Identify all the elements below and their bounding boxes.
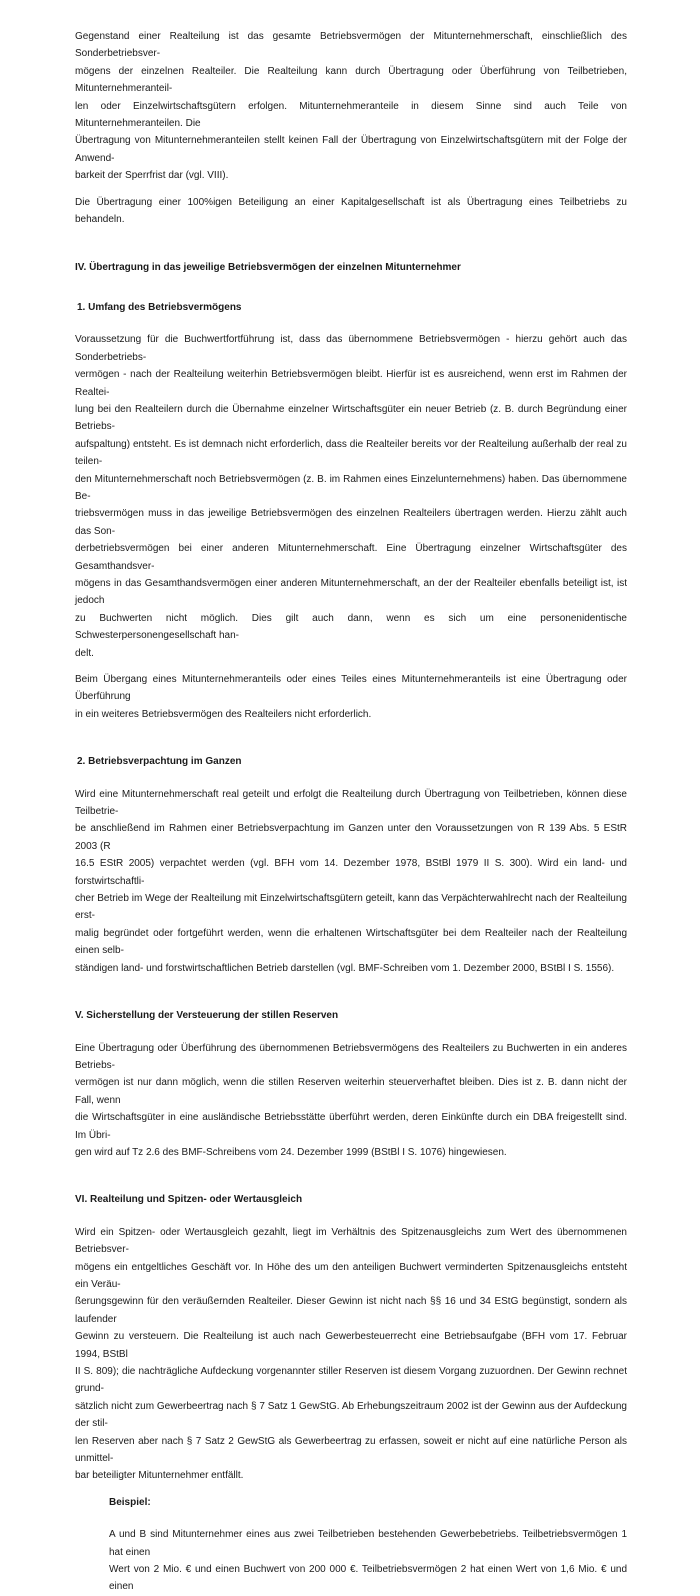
example-label: Beispiel: [109, 1496, 151, 1508]
text-line: aufspaltung) entsteht. Es ist demnach nicht erforderlich, dass die Realteiler bereits vor der Realteilung außerhalb der real zu teilen- [75, 438, 627, 468]
text-line: len Reserven aber nach § 7 Satz 2 GewStG als Gewerbeertrag zu erfassen, soweit er nicht auf eine natürliche Person als unmittel- [75, 1435, 627, 1465]
text-line: be anschließend im Rahmen einer Betriebsverpachtung im Ganzen unter den Voraussetzungen von R 139 Abs. 5 EStR 2003 (R [75, 823, 627, 852]
example-paragraph [109, 1526, 627, 1596]
text-line: mögens ein entgeltliches Geschäft vor. In Höhe des um den anteiligen Buchwert verminderten Spitzenausgleichs entsteht ein Veräu- [75, 1261, 627, 1290]
text-line: mögens in das Gesamthandsvermögen einer anderen Mitunternehmerschaft, an der der Realteiler ebenfalls beteiligt ist, ist jedoch [75, 577, 627, 607]
text-line: Gewinn zu versteuern. Die Realteilung ist auch nach Gewerbesteuerrecht eine Betriebsaufgabe (BFH vom 17. Februar 1994, BStBl [75, 1331, 627, 1360]
text-line: Wird ein Spitzen- oder Wertausgleich gezahlt, liegt im Verhältnis des Spitzenausgleichs zum Wert des übernommenen Betriebsver- [75, 1226, 627, 1256]
text-line: gen wird auf Tz 2.6 des BMF-Schreibens vom 24. Dezember 1999 (BStBl I S. 1076) hingewiesen. [75, 1146, 507, 1158]
text-line: Übertragung von Mitunternehmeranteilen stellt keinen Fall der Übertragung von Einzelwirtschaftsgütern mit der Folge der Anwend- [75, 135, 627, 164]
section-vi-heading: VI. Realteilung und Spitzen- oder Wertausgleich [75, 1194, 303, 1206]
text-line: lung bei den Realteilern durch die Übernahme einzelner Wirtschaftsgüter ein neuer Betrieb (z. B. durch Begründung einer Betriebs- [75, 403, 627, 433]
text-line: triebsvermögen muss in das jeweilige Betriebsvermögen des einzelnen Realteilers übertragen werden. Hierzu zählt auch das Son- [75, 508, 627, 537]
section-vi-paragraph-1 [75, 1224, 627, 1485]
text-line: in ein weiteres Betriebsvermögen des Realteilers nicht erforderlich. [75, 708, 372, 720]
document-page [75, 28, 627, 1596]
section-iv-1-heading: 1. Umfang des Betriebsvermögens [77, 301, 242, 313]
text-line: mögens der einzelnen Realteiler. Die Realteilung kann durch Übertragung oder Überführung von Teilbetrieben, Mitunternehmeranteil- [75, 65, 627, 95]
text-line: die Wirtschaftsgüter in eine ausländische Betriebsstätte überführt werden, deren Einkünfte durch ein DBA freigestellt sind. Im Übri- [75, 1112, 627, 1141]
intro-paragraph-2: Die Übertragung einer 100%igen Beteiligung an einer Kapitalgesellschaft ist als Übertragung eines Teilbetriebs zu behandeln. [75, 196, 627, 226]
text-line: den Mitunternehmerschaft noch Betriebsvermögen (z. B. im Rahmen eines Einzelunternehmens) haben. Das übernommene Be- [75, 473, 627, 502]
text-line: vermögen - nach der Realteilung weiterhin Betriebsvermögen bleibt. Hierfür ist es ausreichend, wenn erst im Rahmen der Realtei- [75, 369, 627, 398]
text-line: Wert von 2 Mio. € und einen Buchwert von 200 000 €. Teilbetriebsvermögen 2 hat einen Wert von 1,6 Mio. € und einen [109, 1564, 627, 1593]
text-line: Gegenstand einer Realteilung ist das gesamte Betriebsvermögen der Mitunternehmerschaft, einschließlich des Sonderbetriebsver- [75, 31, 627, 60]
section-iv-2-heading: 2. Betriebsverpachtung im Ganzen [77, 756, 242, 768]
text-line: sätzlich nicht zum Gewerbeertrag nach § 7 Satz 1 GewStG. Ab Erhebungszeitraum 2002 ist der Gewinn aus der Aufdeckung der stil- [75, 1400, 627, 1430]
text-line: cher Betrieb im Wege der Realteilung mit Einzelwirtschaftsgütern geteilt, kann das Verpächterwahlrecht nach der Realteilung erst- [75, 893, 627, 922]
section-iv-1-paragraph-2 [75, 671, 627, 723]
text-line: len oder Einzelwirtschaftsgütern erfolgen. Mitunternehmeranteile in diesem Sinne sind auch Teile von Mitunternehmeranteilen. Die [75, 100, 627, 130]
text-line: II S. 809); die nachträgliche Aufdeckung vorgenannter stiller Reserven ist diesem Vorgang zuzuordnen. Der Gewinn rechnet grund- [75, 1366, 627, 1395]
text-line: Eine Übertragung oder Überführung des übernommenen Betriebsvermögens des Realteilers zu Buchwerten in ein anderes Betriebs- [75, 1042, 627, 1071]
text-line: bar beteiligter Mitunternehmer entfällt. [75, 1470, 244, 1482]
text-line: derbetriebsvermögen bei einer anderen Mitunternehmerschaft. Eine Übertragung einzelner Wirtschaftsgüter des Gesamthandsver- [75, 543, 627, 572]
section-iv-2-paragraph-1 [75, 786, 627, 977]
section-iv-heading: IV. Übertragung in das jeweilige Betriebsvermögen der einzelnen Mitunternehmer [75, 262, 461, 274]
text-line: A und B sind Mitunternehmer eines aus zwei Teilbetrieben bestehenden Gewerbebetriebs. Teilbetriebsvermögen 1 hat einen [109, 1529, 627, 1558]
example-block [75, 1494, 627, 1596]
section-iv-1-paragraph-1 [75, 331, 627, 662]
text-line: ständigen land- und forstwirtschaftlichen Betrieb darstellen (vgl. BMF-Schreiben vom 1. Dezember 2000, BStBl I S. 1556). [75, 962, 615, 974]
text-line: vermögen ist nur dann möglich, wenn die stillen Reserven weiterhin steuerverhaftet bleiben. Dies ist z. B. dann nicht der Fall, wenn [75, 1077, 627, 1106]
text-line: Wird eine Mitunternehmerschaft real geteilt und erfolgt die Realteilung durch Übertragung von Teilbetrieben, können diese Teilbetrie- [75, 788, 627, 818]
text-line: malig begründet oder fortgeführt werden, wenn die erhaltenen Wirtschaftsgüter bei dem Realteiler nach der Realteilung einen selb- [75, 927, 627, 957]
text-line: delt. [75, 647, 94, 659]
text-line: 16.5 EStR 2005) verpachtet werden (vgl. BFH vom 14. Dezember 1978, BStBl 1979 II S. 300). Wird ein land- und forstwirtschaftli- [75, 858, 627, 887]
section-v-heading: V. Sicherstellung der Versteuerung der stillen Reserven [75, 1010, 339, 1022]
text-line: zu Buchwerten nicht möglich. Dies gilt auch dann, wenn es sich um eine personenidentische Schwesterpersonengesellschaft han- [75, 612, 627, 642]
text-line: Voraussetzung für die Buchwertfortführung ist, dass das übernommene Betriebsvermögen - hierzu gehört auch das Sonderbetriebs- [75, 334, 627, 363]
section-v-paragraph-1 [75, 1040, 627, 1162]
text-line: ßerungsgewinn für den veräußernden Realteiler. Dieser Gewinn ist nicht nach §§ 16 und 34 EStG begünstigt, sondern als laufender [75, 1296, 627, 1325]
text-line: barkeit der Sperrfrist dar (vgl. VIII). [75, 170, 229, 182]
intro-paragraph-1 [75, 28, 627, 185]
text-line: Beim Übergang eines Mitunternehmeranteils oder eines Teiles eines Mitunternehmeranteils ist eine Übertragung oder Überführung [75, 674, 627, 703]
